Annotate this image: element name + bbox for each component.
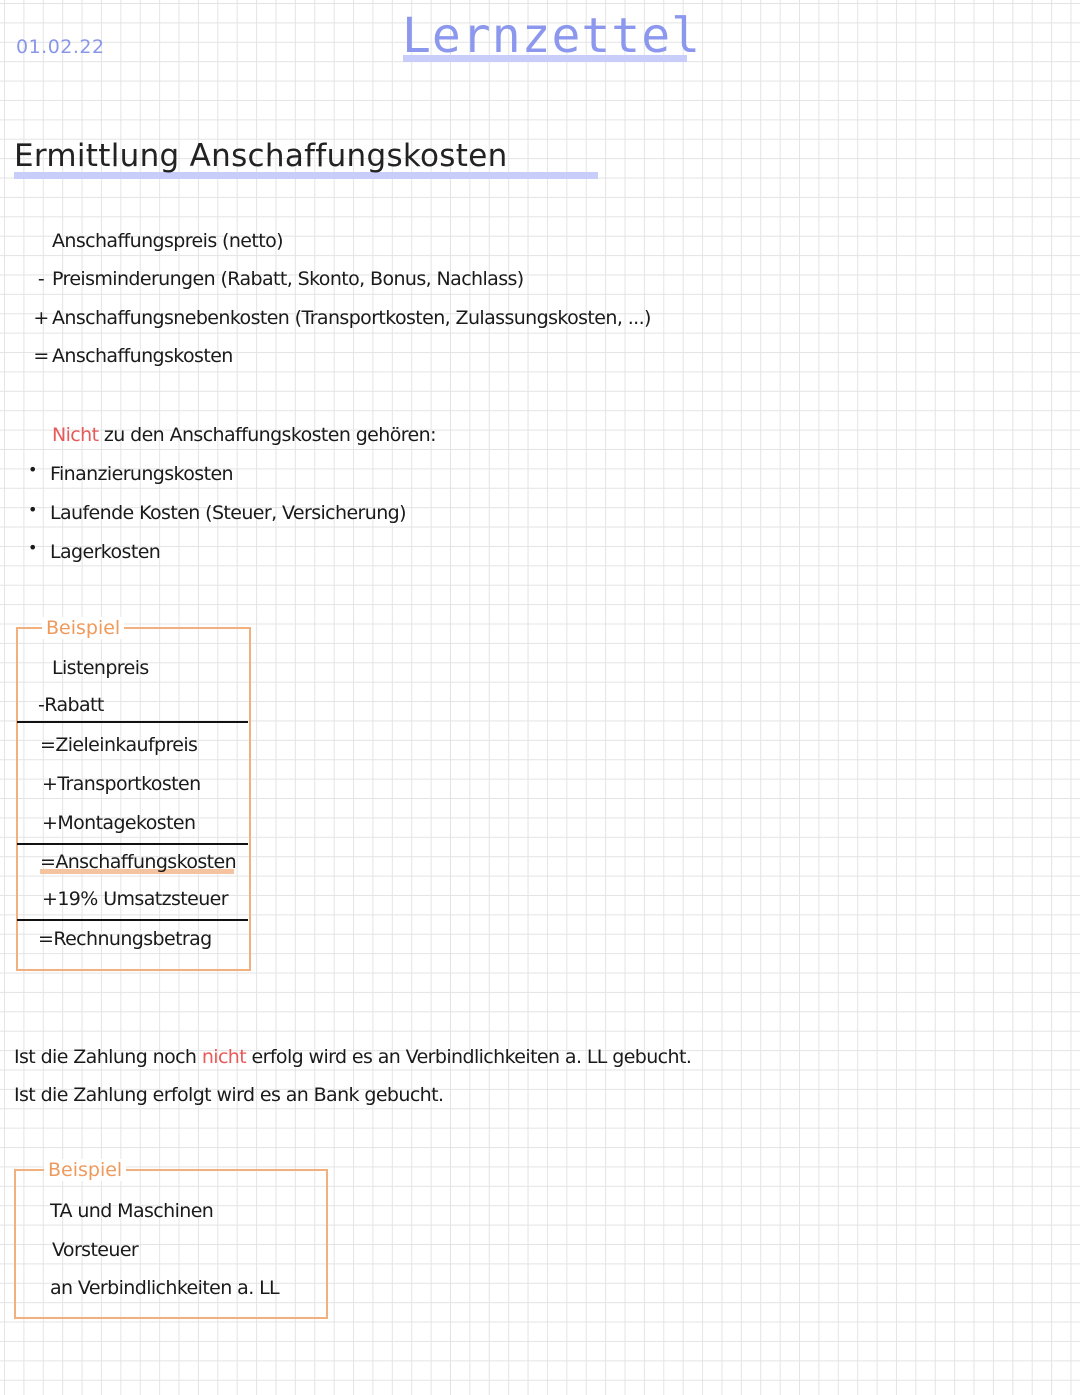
example-label: Beispiel — [44, 1159, 126, 1181]
example-row: +19% Umsatzsteuer — [42, 888, 228, 910]
example-row: =Anschaffungskosten — [40, 851, 237, 873]
payment-text: erfolg wird es an Verbindlichkeiten a. LL gebucht. — [246, 1046, 692, 1068]
example-row: +Transportkosten — [42, 773, 201, 795]
example-row: Listenpreis — [52, 657, 149, 679]
note-date: 01.02.22 — [16, 36, 105, 58]
section-heading: Ermittlung Anschaffungskosten — [14, 138, 508, 174]
exclusion-item: Lagerkosten — [50, 541, 161, 563]
formula-line-2 — [30, 268, 524, 290]
payment-text: Ist die Zahlung noch — [14, 1046, 202, 1068]
sum-divider — [17, 843, 248, 845]
formula-text: Anschaffungskosten — [52, 345, 233, 367]
example-row: +Montagekosten — [42, 812, 196, 834]
example-row: =Zieleinkaufpreis — [40, 734, 198, 756]
page-title: Lernzettel — [402, 8, 701, 64]
payment-line-2: Ist die Zahlung erfolgt wird es an Bank gebucht. — [14, 1084, 444, 1106]
example-label: Beispiel — [42, 617, 124, 639]
sum-divider — [17, 919, 248, 921]
exclusions-intro-text: zu den Anschaffungskosten gehören: — [98, 424, 436, 446]
formula-line-3 — [30, 307, 651, 329]
formula-line-1 — [30, 230, 283, 252]
example-row: -Rabatt — [38, 694, 104, 716]
payment-line-1 — [14, 1046, 691, 1068]
booking-row: an Verbindlichkeiten a. LL — [50, 1277, 280, 1299]
formula-operator: + — [33, 307, 49, 329]
sum-divider — [17, 721, 248, 723]
booking-row: Vorsteuer — [52, 1239, 139, 1261]
formula-text: Preisminderungen (Rabatt, Skonto, Bonus, Nachlass) — [52, 268, 524, 290]
exclusion-item: Finanzierungskosten — [50, 463, 233, 485]
exclusions-intro — [52, 424, 436, 446]
booking-row: TA und Maschinen — [50, 1200, 214, 1222]
exclusions-highlight-word: Nicht — [52, 424, 99, 446]
formula-text: Anschaffungsnebenkosten (Transportkosten, Zulassungskosten, ...) — [52, 307, 651, 329]
payment-highlight-word: nicht — [201, 1046, 247, 1068]
formula-text: Anschaffungspreis (netto) — [52, 230, 283, 252]
exclusion-item: Laufende Kosten (Steuer, Versicherung) — [50, 502, 406, 524]
formula-line-4 — [30, 345, 233, 367]
example-row: =Rechnungsbetrag — [38, 928, 212, 950]
bullet-icon: • — [28, 538, 38, 557]
formula-operator: - — [37, 268, 45, 290]
bullet-icon: • — [28, 500, 38, 519]
bullet-icon: • — [28, 460, 38, 479]
formula-operator: = — [33, 345, 49, 367]
